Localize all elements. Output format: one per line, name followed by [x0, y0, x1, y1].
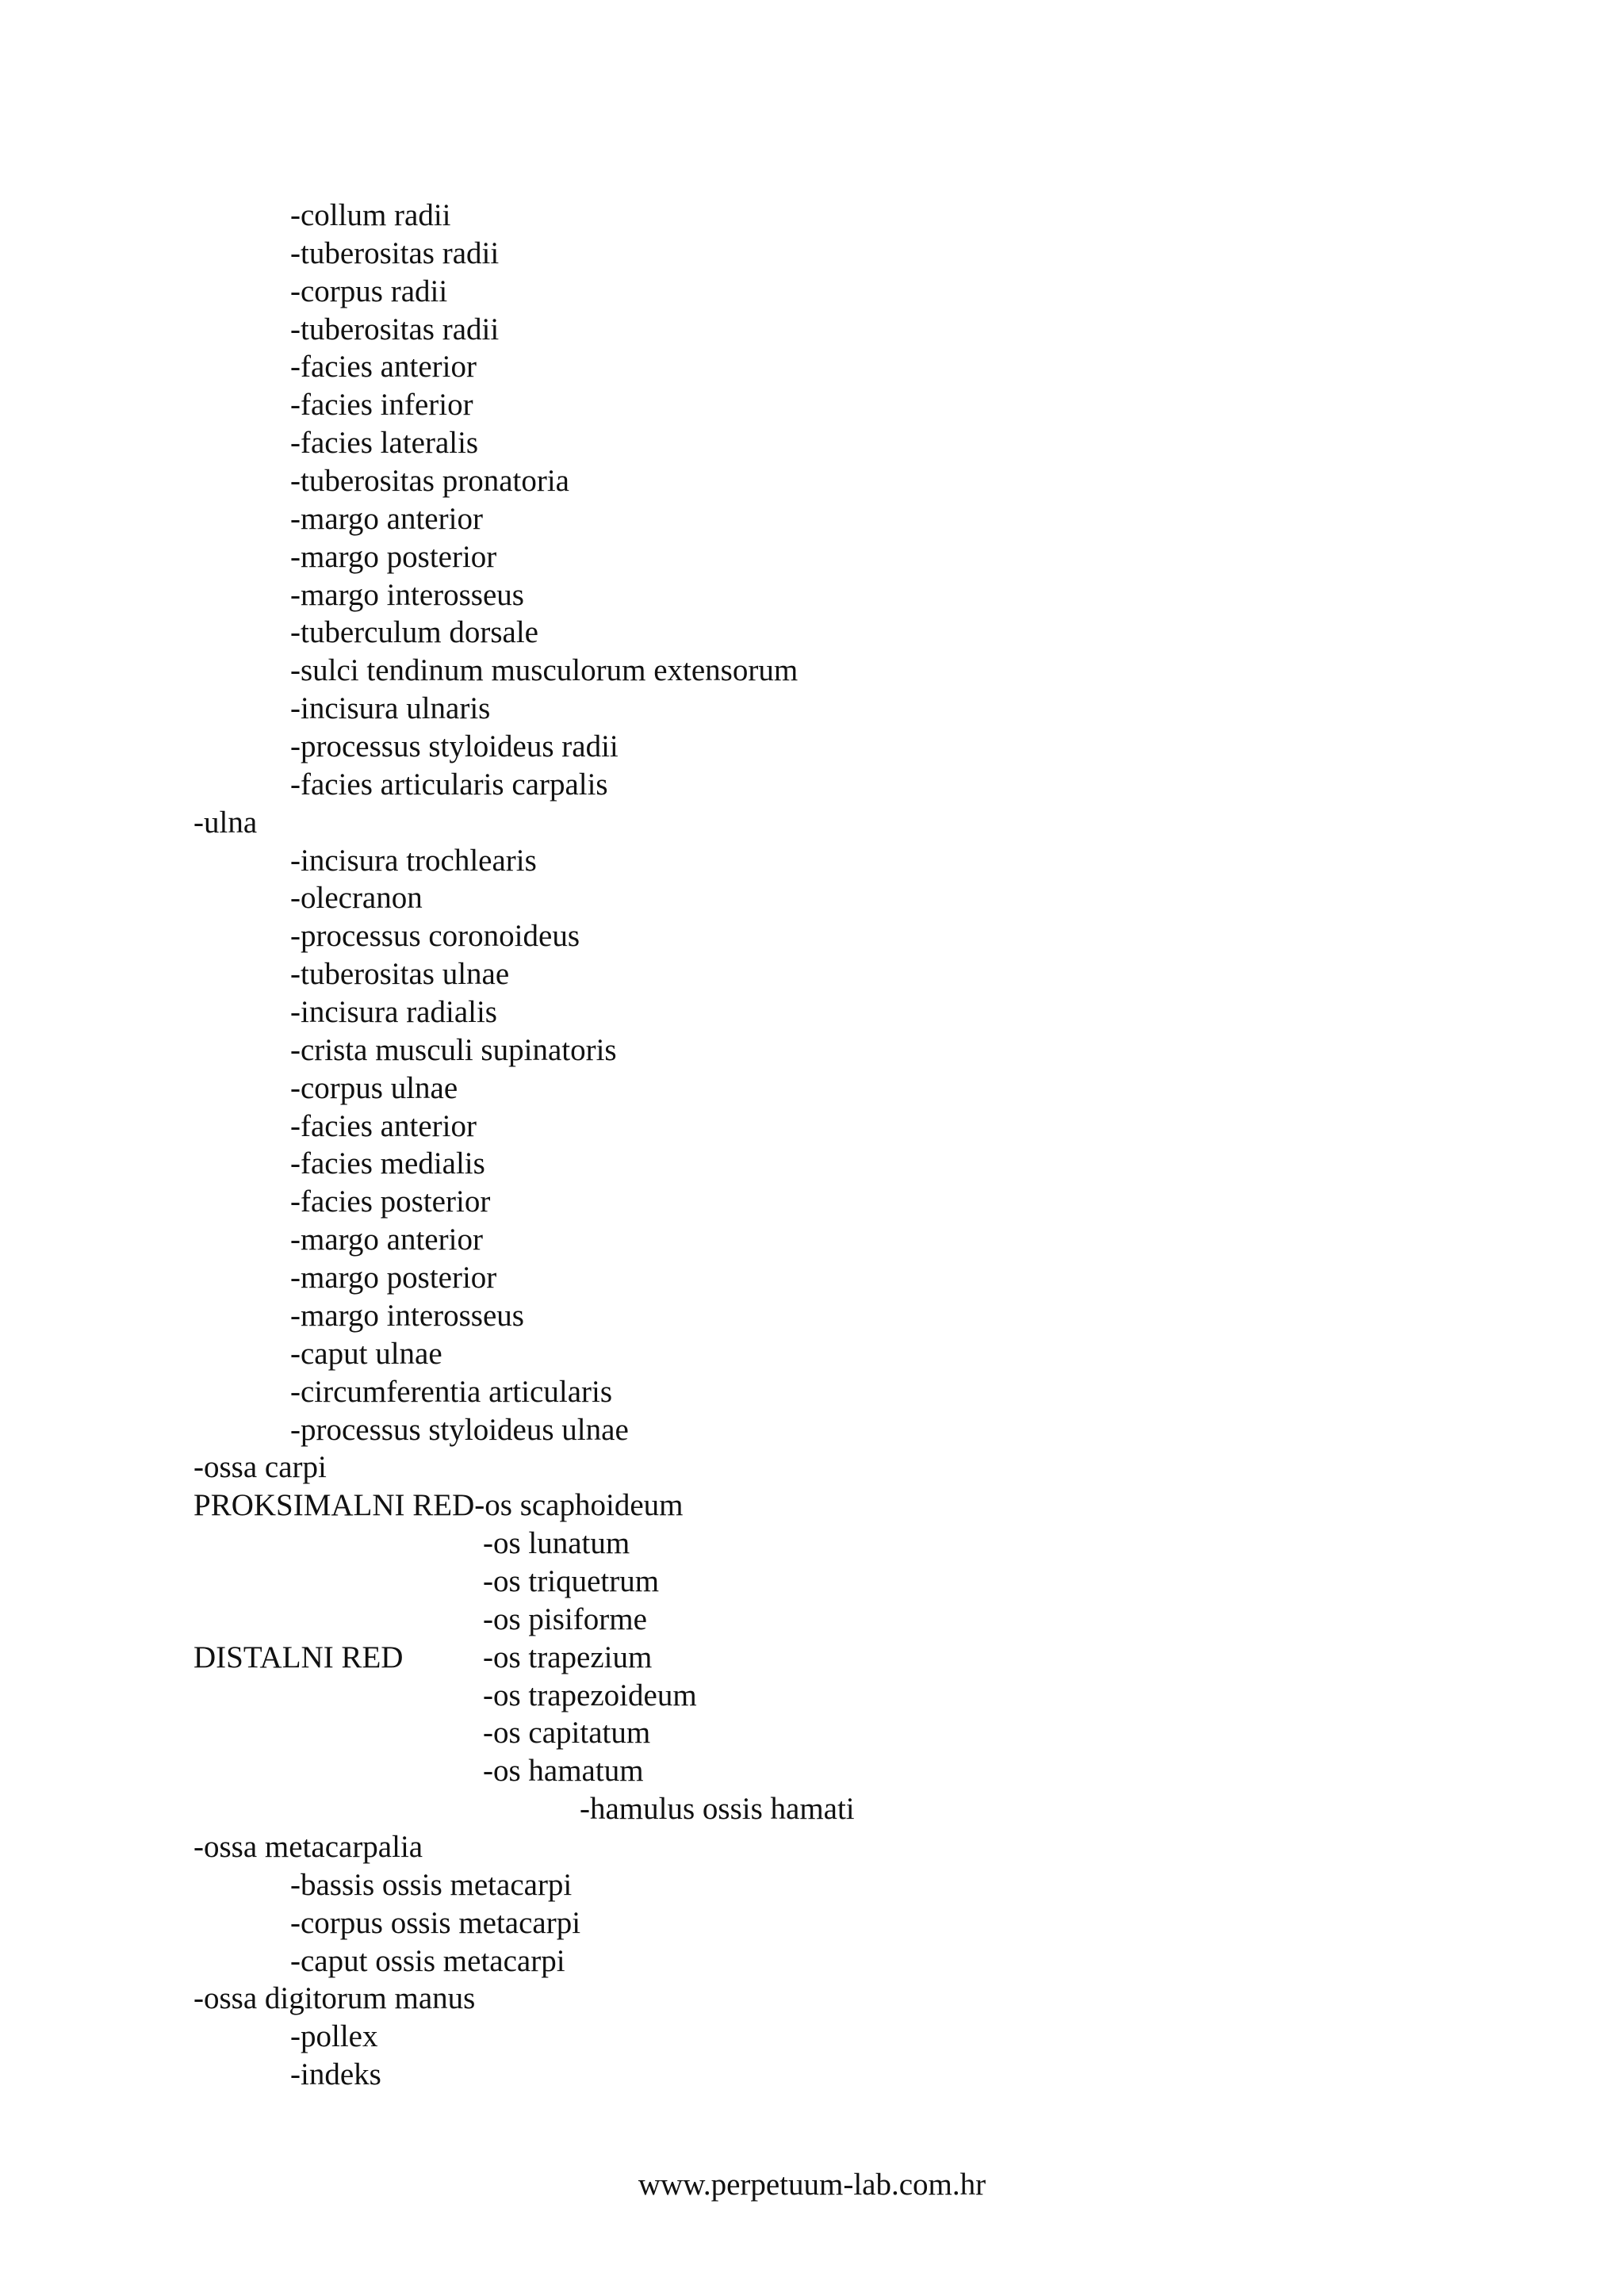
list-item: [0, 804, 1624, 842]
list-item: [0, 2018, 1624, 2056]
list-item: [0, 1373, 1624, 1411]
list-item: [0, 197, 1624, 235]
list-item: [0, 1070, 1624, 1108]
group-label: DISTALNI RED: [193, 1640, 404, 1674]
list-item: [0, 1487, 1624, 1525]
term-text: -ossa carpi: [193, 1450, 327, 1485]
term-text: -facies lateralis: [290, 426, 479, 461]
list-item: [0, 1145, 1624, 1183]
term-text: -margo anterior: [290, 1223, 483, 1257]
term-text: -sulci tendinum musculorum extensorum: [290, 653, 799, 688]
term-text: -tuberositas radii: [290, 235, 500, 270]
list-item: [0, 728, 1624, 766]
list-item: [0, 1183, 1624, 1221]
term-text: -crista musculi supinatoris: [290, 1032, 617, 1067]
term-text: -bassis ossis metacarpi: [290, 1867, 573, 1902]
list-item: [0, 1563, 1624, 1601]
list-item: [0, 500, 1624, 538]
term-text: -processus styloideus radii: [290, 729, 619, 764]
term-text: -tuberositas radii: [290, 312, 500, 346]
term-text: -incisura radialis: [290, 995, 497, 1030]
term-text: -os triquetrum: [483, 1563, 660, 1598]
list-item: [0, 235, 1624, 273]
list-item: [0, 1639, 1624, 1677]
list-item: [0, 614, 1624, 652]
list-item: [0, 1828, 1624, 1866]
term-text: PROKSIMALNI RED-os scaphoideum: [193, 1488, 684, 1523]
list-item: [0, 1525, 1624, 1563]
term-text: -os pisiforme: [483, 1601, 647, 1636]
term-text: -hamulus ossis hamati: [580, 1792, 855, 1827]
list-item: [0, 917, 1624, 955]
term-text: -caput ulnae: [290, 1336, 442, 1371]
term-text: -processus coronoideus: [290, 919, 580, 954]
term-text: -corpus radii: [290, 274, 448, 308]
list-item: [0, 1297, 1624, 1335]
list-item: [0, 538, 1624, 576]
list-item: [0, 1904, 1624, 1942]
term-text: -os trapezoideum: [483, 1678, 697, 1712]
term-text: -circumferentia articularis: [290, 1374, 613, 1409]
list-item: [0, 1752, 1624, 1790]
term-text: -collum radii: [290, 198, 451, 232]
term-text: -olecranon: [290, 881, 423, 916]
term-text: -facies articularis carpalis: [290, 767, 608, 802]
term-text: -corpus ulnae: [290, 1070, 458, 1105]
list-item: [0, 1259, 1624, 1297]
term-text: -margo interosseus: [290, 1298, 524, 1333]
footer-url: www.perpetuum-lab.com.hr: [638, 2168, 986, 2202]
list-item: [0, 1866, 1624, 1904]
term-text: -indeks: [290, 2057, 381, 2092]
term-text: -pollex: [290, 2019, 378, 2054]
term-text: -incisura ulnaris: [290, 691, 491, 726]
term-text: -facies anterior: [290, 1108, 477, 1143]
list-item: [0, 1221, 1624, 1259]
term-text: -tuberositas ulnae: [290, 957, 510, 992]
list-item: [0, 386, 1624, 424]
term-text: -facies medialis: [290, 1146, 485, 1181]
list-item: [0, 311, 1624, 349]
list-item: [0, 766, 1624, 804]
list-item: [0, 652, 1624, 690]
term-text: -incisura trochlearis: [290, 843, 537, 878]
term-text: -corpus ossis metacarpi: [290, 1905, 581, 1940]
term-text: -facies posterior: [290, 1184, 491, 1219]
list-item: [0, 1601, 1624, 1639]
list-item: [0, 993, 1624, 1031]
term-text: -facies inferior: [290, 388, 473, 423]
list-item: [0, 842, 1624, 880]
list-item: [0, 576, 1624, 614]
list-item: [0, 1335, 1624, 1373]
list-item: [0, 1714, 1624, 1752]
term-text: -os capitatum: [483, 1716, 651, 1751]
list-item: [0, 1448, 1624, 1487]
term-text: -os hamatum: [483, 1754, 644, 1789]
anatomy-term-list: [0, 197, 1624, 2094]
list-item: [0, 2056, 1624, 2094]
list-item: [0, 1677, 1624, 1715]
term-text: -os lunatum: [483, 1526, 630, 1561]
list-item: [0, 1108, 1624, 1146]
term-text: -margo posterior: [290, 539, 497, 574]
term-text: -tuberculum dorsale: [290, 615, 538, 650]
list-item: [0, 690, 1624, 728]
term-text: -margo posterior: [290, 1261, 497, 1295]
list-item: [0, 348, 1624, 386]
list-item: [0, 462, 1624, 500]
term-text: -os trapezium: [483, 1640, 653, 1674]
list-item: [0, 1980, 1624, 2018]
term-text: -facies anterior: [290, 350, 477, 385]
term-text: -ossa metacarpalia: [193, 1829, 423, 1864]
list-item: [0, 879, 1624, 917]
term-text: -tuberositas pronatoria: [290, 464, 569, 499]
term-text: -processus styloideus ulnae: [290, 1412, 629, 1447]
list-item: [0, 273, 1624, 311]
term-text: -caput ossis metacarpi: [290, 1943, 565, 1978]
list-item: [0, 424, 1624, 462]
list-item: [0, 1790, 1624, 1828]
list-item: [0, 1031, 1624, 1070]
list-item: [0, 1942, 1624, 1980]
term-text: -ulna: [193, 805, 258, 840]
term-text: -margo interosseus: [290, 577, 524, 612]
term-text: -ossa digitorum manus: [193, 1981, 476, 2016]
list-item: [0, 1411, 1624, 1449]
list-item: [0, 955, 1624, 993]
term-text: -margo anterior: [290, 501, 483, 536]
